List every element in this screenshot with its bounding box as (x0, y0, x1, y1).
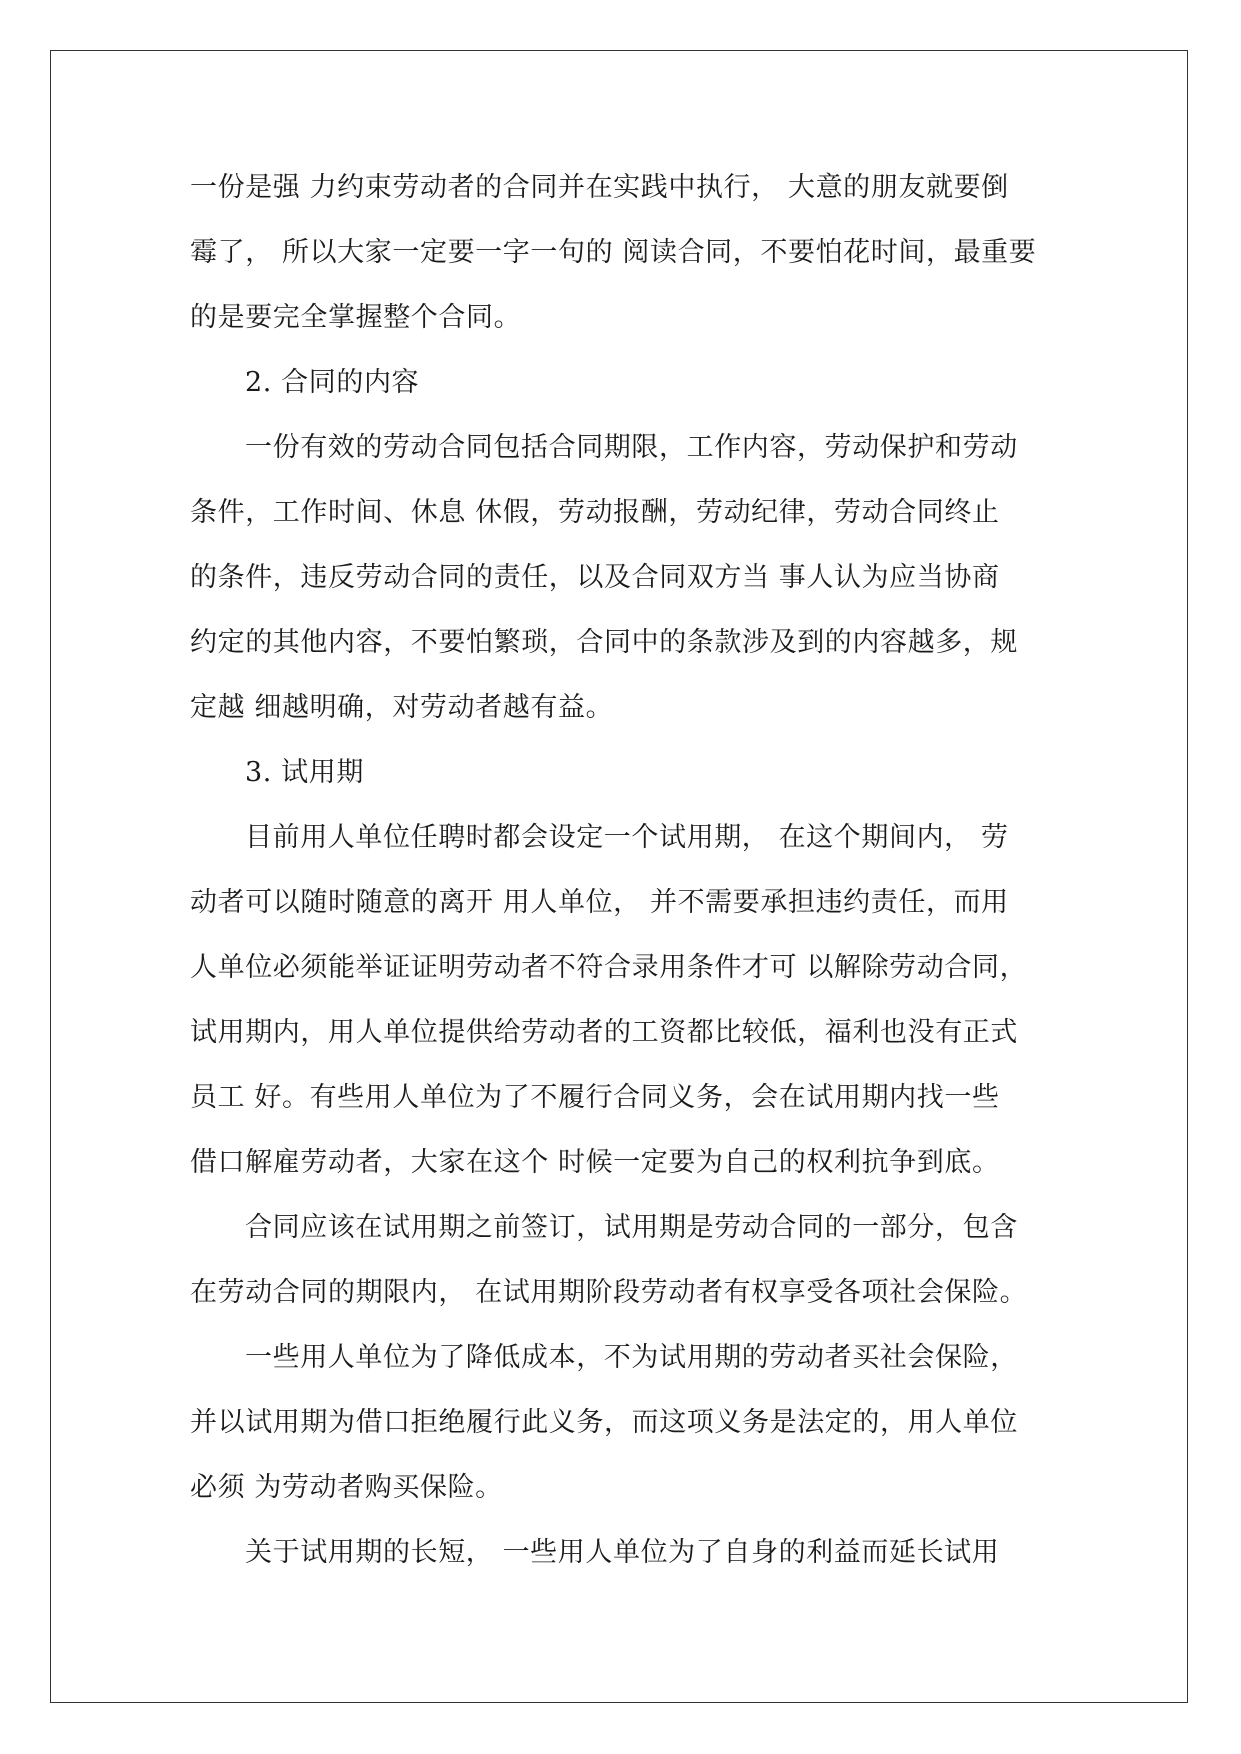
text-line: 在劳动合同的期限内， 在试用期阶段劳动者有权享受各项社会保险。 (190, 1277, 1028, 1308)
text-line: 必须 为劳动者购买保险。 (190, 1472, 503, 1503)
text-line: 试用期内，用人单位提供给劳动者的工资都比较低，福利也没有正式 (190, 1017, 1018, 1048)
section-heading: 3. 试用期 (245, 757, 364, 788)
text-line: 人单位必须能举证证明劳动者不符合录用条件才可 以解除劳动合同， (190, 952, 1028, 983)
text-line: 动者可以随时随意的离开 用人单位， 并不需要承担违约责任，而用 (190, 887, 1009, 918)
text-line: 条件，工作时间、休息 休假，劳动报酬，劳动纪律，劳动合同终止 (190, 497, 1000, 528)
text-line: 的是要完全掌握整个合同。 (190, 302, 522, 333)
section-heading: 2. 合同的内容 (245, 367, 420, 398)
document-body (190, 155, 1060, 1585)
text-line: 一些用人单位为了降低成本，不为试用期的劳动者买社会保险， (245, 1342, 1018, 1373)
text-line: 目前用人单位任聘时都会设定一个试用期， 在这个期间内， 劳 (245, 822, 1009, 853)
text-line: 员工 好。有些用人单位为了不履行合同义务，会在试用期内找一些 (190, 1082, 1000, 1113)
text-line: 关于试用期的长短， 一些用人单位为了自身的利益而延长试用 (245, 1537, 1000, 1568)
text-line: 合同应该在试用期之前签订，试用期是劳动合同的一部分，包含 (245, 1212, 1018, 1243)
text-line: 定越 细越明确，对劳动者越有益。 (190, 692, 614, 723)
text-line: 一份是强 力约束劳动者的合同并在实践中执行， 大意的朋友就要倒 (190, 172, 1009, 203)
text-line: 霉了， 所以大家一定要一字一句的 阅读合同，不要怕花时间，最重要 (190, 237, 1037, 268)
text-line: 借口解雇劳动者，大家在这个 时候一定要为自己的权利抗争到底。 (190, 1147, 1000, 1178)
text-line: 约定的其他内容，不要怕繁琐，合同中的条款涉及到的内容越多，规 (190, 627, 1018, 658)
text-line: 的条件，违反劳动合同的责任，以及合同双方当 事人认为应当协商 (190, 562, 1000, 593)
text-line: 一份有效的劳动合同包括合同期限，工作内容，劳动保护和劳动 (245, 432, 1018, 463)
text-line: 并以试用期为借口拒绝履行此义务，而这项义务是法定的，用人单位 (190, 1407, 1018, 1438)
